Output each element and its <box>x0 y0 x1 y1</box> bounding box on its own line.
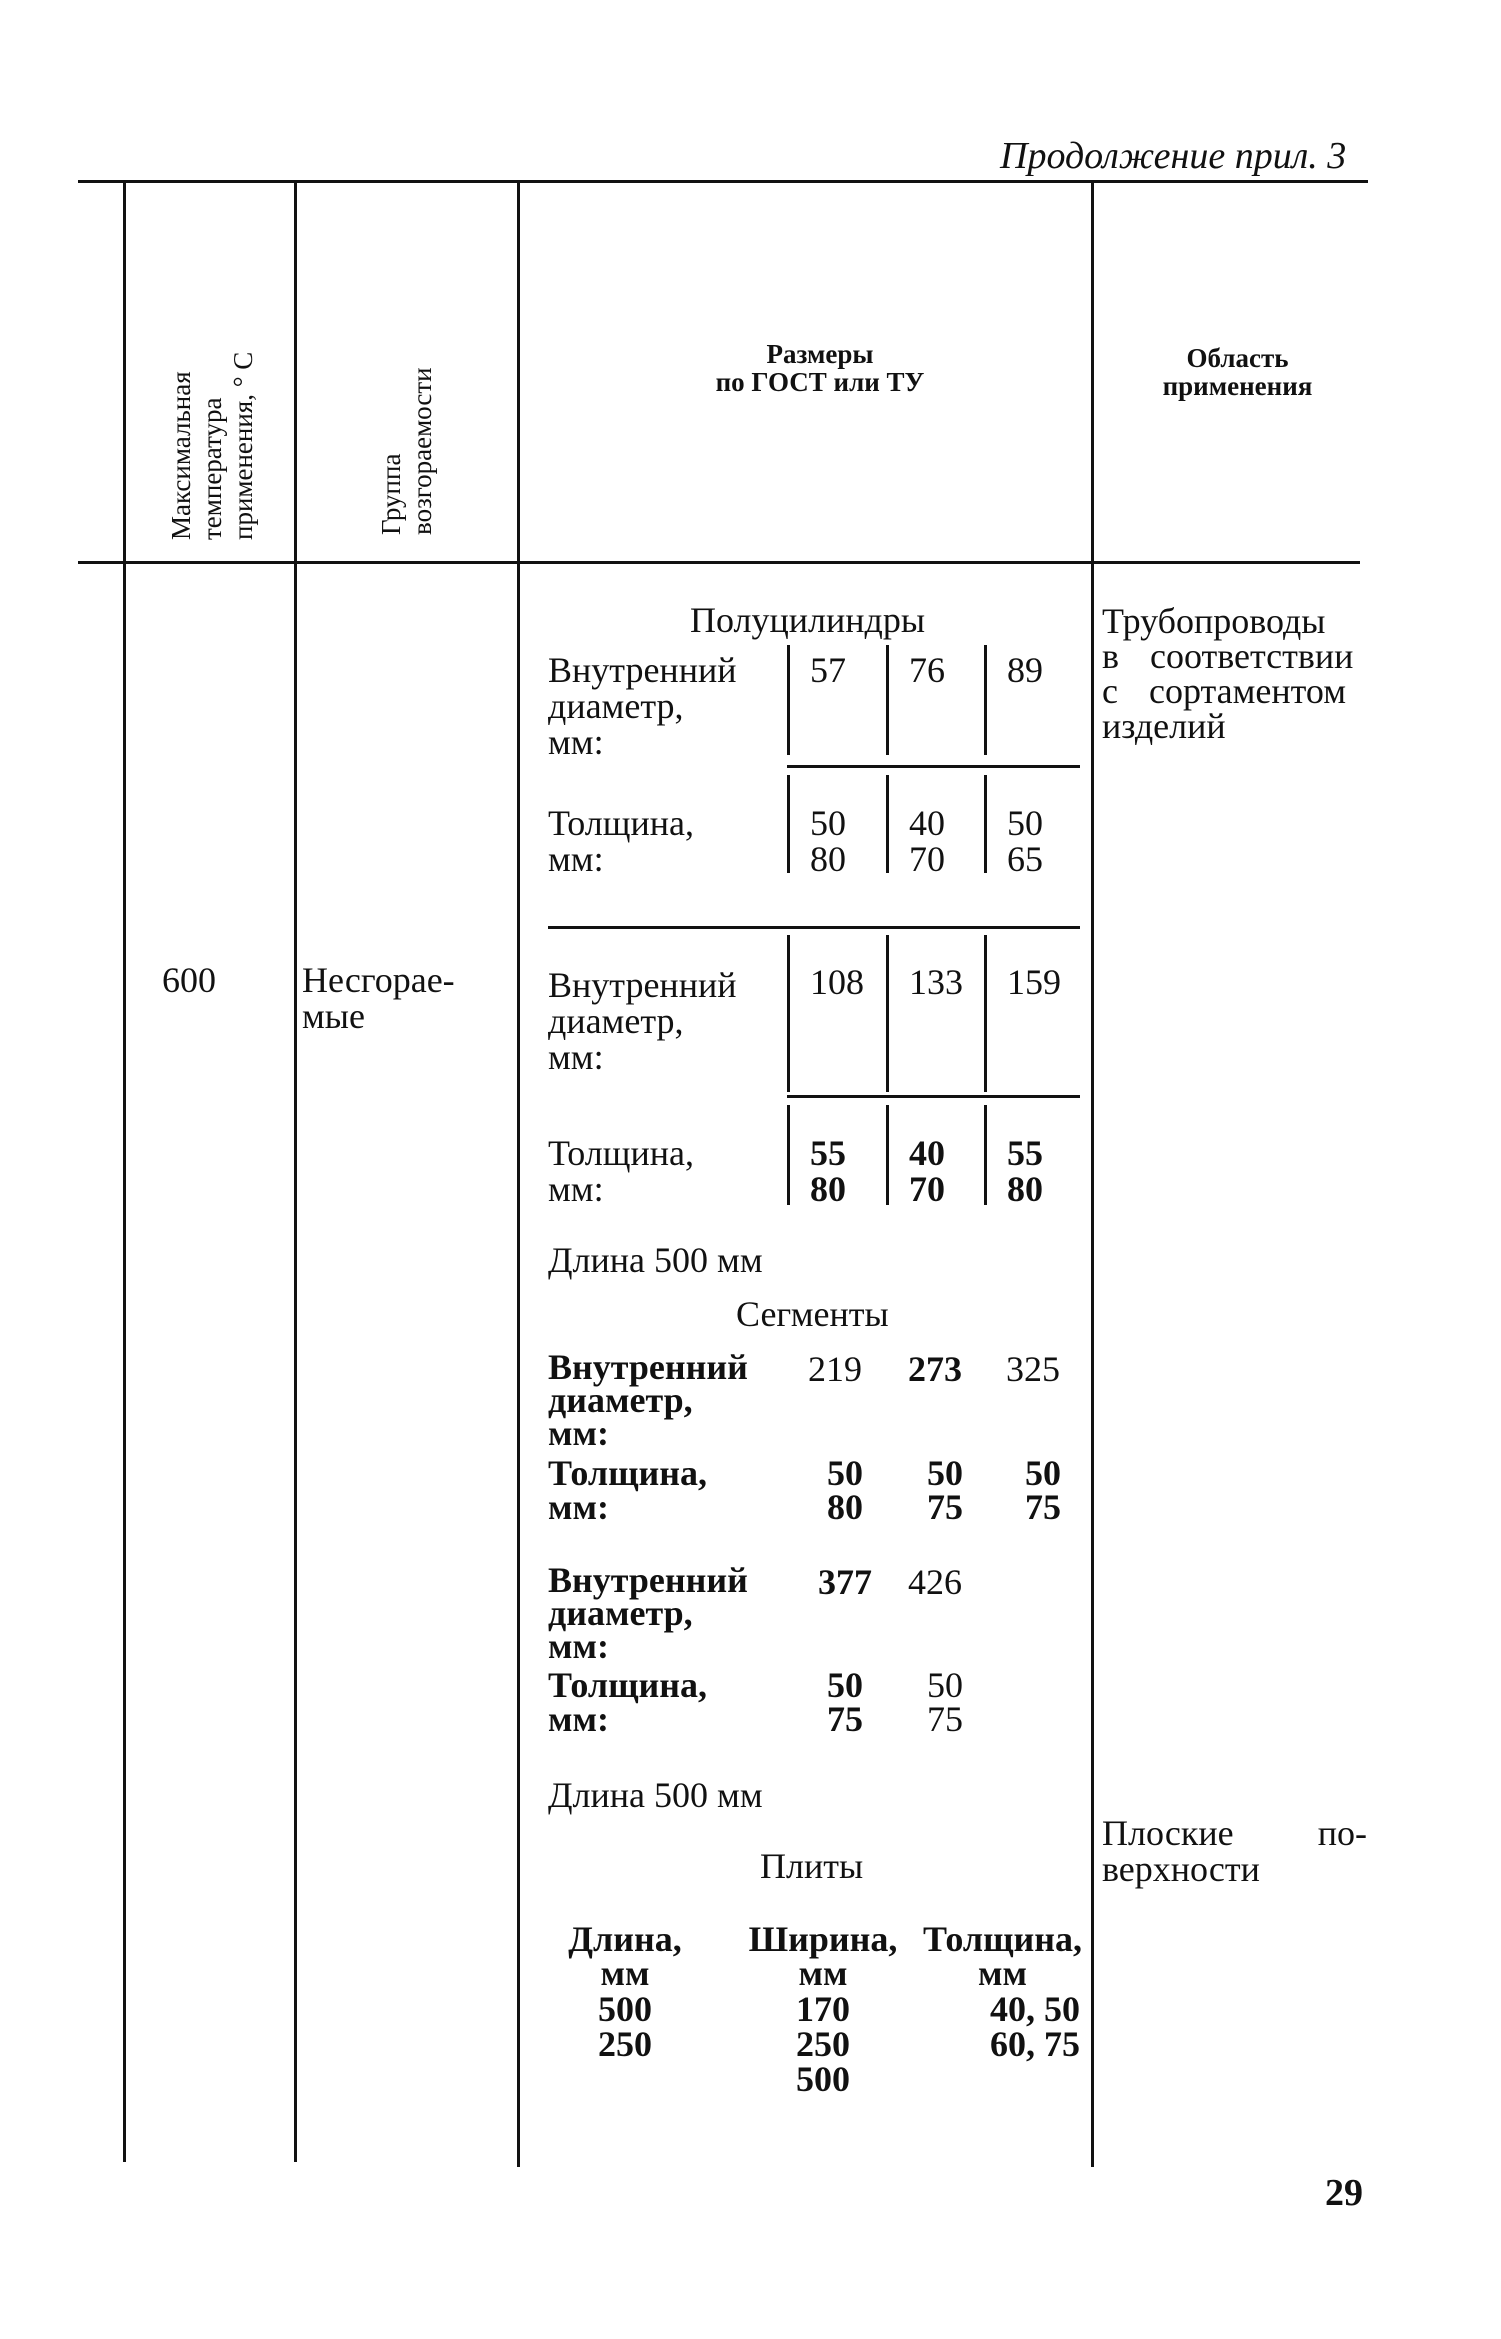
hc-diameter: 159 <box>1007 962 1061 1002</box>
header-max-temp: Максимальная температура применения, ° С <box>166 351 258 540</box>
seg-thickness: 50 75 <box>1025 1453 1061 1527</box>
table-top-rule <box>78 180 1368 183</box>
header-fire-group: Группа возгораемости <box>376 367 437 535</box>
seg-thickness: 50 75 <box>927 1453 963 1527</box>
hc-thick-label-1: Толщина, мм: <box>548 803 695 879</box>
hc-divider <box>787 645 790 755</box>
hc-divider <box>787 1105 790 1205</box>
hc-diameter: 76 <box>909 650 945 690</box>
area-pipelines: Трубопроводы в соответствии с сортаментом изделий <box>1102 601 1354 746</box>
hc-diam-label-1: Внутренний диаметр, мм: <box>548 650 737 762</box>
hc-thickness: 55 80 <box>810 1133 846 1209</box>
continuation-caption: Продолжение прил. 3 <box>1000 135 1347 177</box>
half-cylinders-title: Полуцилиндры <box>690 600 926 640</box>
hc-divider <box>787 775 790 873</box>
hc-rule <box>548 926 1080 929</box>
hc-rule <box>787 765 1080 768</box>
seg-thick-label-2: Толщина, мм: <box>548 1665 707 1739</box>
column-divider-1 <box>294 182 297 2162</box>
hc-diam-label-2: Внутренний диаметр, мм: <box>548 965 737 1077</box>
header-bottom-rule <box>78 561 1360 564</box>
seg-length: Длина 500 мм <box>548 1775 763 1815</box>
header-area: Область применения <box>1162 343 1313 401</box>
header-sizes: Размеры по ГОСТ или ТУ <box>715 339 925 397</box>
hc-diameter: 133 <box>909 962 963 1002</box>
seg-diameter: 426 <box>908 1562 962 1602</box>
column-divider-3 <box>1091 182 1094 2167</box>
hc-thickness: 50 80 <box>810 803 846 879</box>
plates-thickness-values: 40, 50 60, 75 <box>990 1989 1080 2064</box>
segments-title: Сегменты <box>736 1294 889 1334</box>
hc-divider <box>984 935 987 1092</box>
area-flat-surfaces: Плоские по- верхности <box>1102 1813 1367 1889</box>
temperature-value: 600 <box>162 960 216 1000</box>
hc-divider <box>886 645 889 755</box>
hc-divider <box>886 1105 889 1205</box>
hc-thick-label-2: Толщина, мм: <box>548 1133 695 1209</box>
page-number: 29 <box>1325 2172 1363 2214</box>
seg-diameter: 377 <box>818 1562 872 1602</box>
hc-divider <box>984 645 987 755</box>
seg-thickness: 50 80 <box>827 1453 863 1527</box>
hc-divider <box>886 935 889 1092</box>
plates-header-width: Ширина, мм <box>748 1919 898 1993</box>
hc-thickness: 50 65 <box>1007 803 1043 879</box>
plates-header-length: Длина, мм <box>568 1919 682 1993</box>
hc-diameter: 57 <box>810 650 846 690</box>
seg-diameter: 325 <box>1006 1349 1060 1389</box>
fire-group-value: Несгорае- мые <box>302 960 455 1036</box>
seg-diameter: 219 <box>808 1349 862 1389</box>
seg-diam-label-1: Внутренний диаметр, мм: <box>548 1347 748 1453</box>
hc-divider <box>984 1105 987 1205</box>
plates-header-thickness: Толщина, мм <box>923 1919 1082 1993</box>
hc-divider <box>787 935 790 1092</box>
hc-thickness: 40 70 <box>909 1133 945 1209</box>
column-divider-2 <box>517 182 520 2167</box>
hc-diameter: 108 <box>810 962 864 1002</box>
plates-title: Плиты <box>760 1846 864 1886</box>
column-divider-left <box>123 182 126 2162</box>
hc-thickness: 40 70 <box>909 803 945 879</box>
seg-thick-label-1: Толщина, мм: <box>548 1453 707 1527</box>
hc-diameter: 89 <box>1007 650 1043 690</box>
plates-width-values: 170 250 500 <box>796 1989 850 2099</box>
hc-thickness: 55 80 <box>1007 1133 1043 1209</box>
seg-thickness: 50 75 <box>927 1665 963 1739</box>
hc-divider <box>886 775 889 873</box>
hc-divider <box>984 775 987 873</box>
hc-length: Длина 500 мм <box>548 1240 763 1280</box>
seg-diameter: 273 <box>908 1349 962 1389</box>
seg-diam-label-2: Внутренний диаметр, мм: <box>548 1560 748 1666</box>
plates-length-values: 500 250 <box>598 1989 652 2064</box>
seg-thickness: 50 75 <box>827 1665 863 1739</box>
hc-rule <box>787 1095 1080 1098</box>
